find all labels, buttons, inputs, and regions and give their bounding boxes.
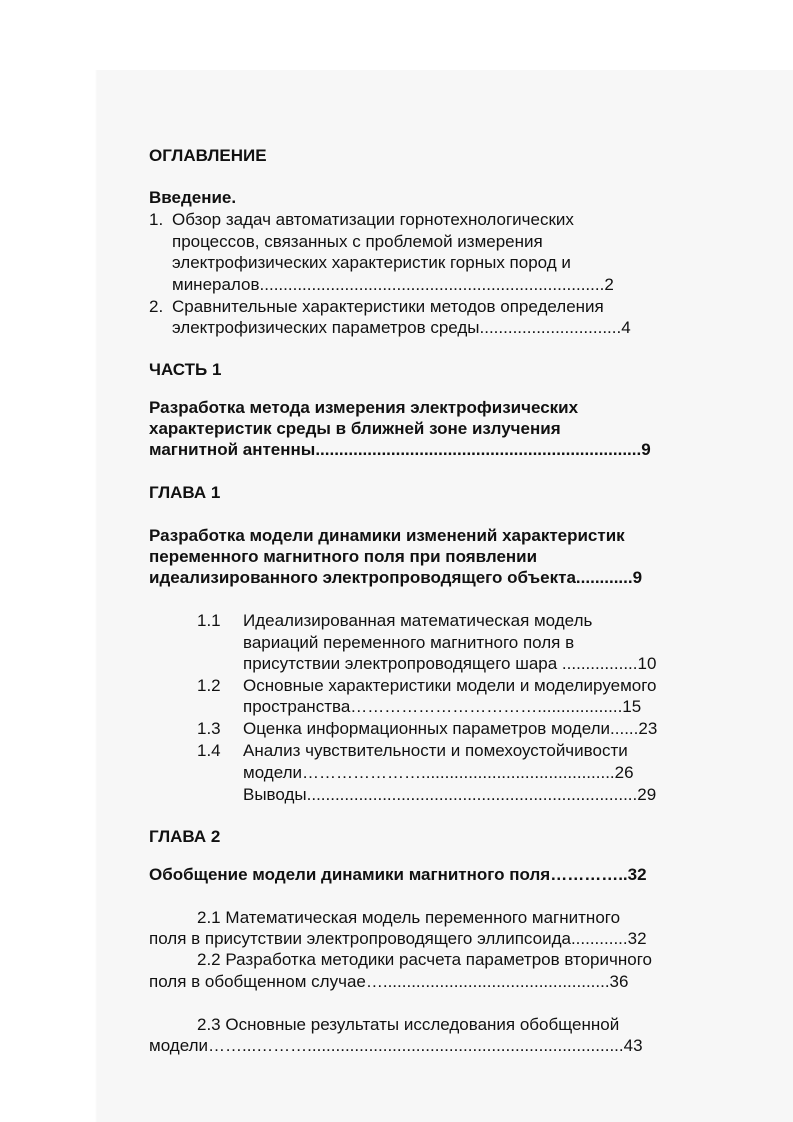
- chapter-1-title-line-1: Разработка модели динамики изменений характеристик: [149, 526, 625, 545]
- toc-title: ОГЛАВЛЕНИЕ: [149, 146, 267, 165]
- section-1-4-number: 1.4: [197, 741, 221, 760]
- intro-item-1-line-1: Обзор задач автоматизации горнотехнологических: [172, 210, 574, 229]
- section-1-2-line-1: Основные характеристики модели и моделируемого: [243, 676, 657, 695]
- intro-item-2-number: 2.: [149, 297, 164, 316]
- section-1-1-line-3: присутствии электропроводящего шара ................10: [243, 654, 657, 673]
- chapter-1-title-line-3: идеализированного электропроводящего объекта............9: [149, 568, 643, 587]
- section-1-2-line-2: пространства……………………………..................15: [243, 697, 642, 716]
- part-1-title-line-1: Разработка метода измерения электрофизических: [149, 398, 579, 417]
- section-2-1-line-1: 2.1 Математическая модель переменного магнитного: [197, 908, 621, 927]
- intro-item-2-line-2: электрофизических параметров среды..............................4: [172, 318, 631, 337]
- section-1-4-line-1: Анализ чувствительности и помехоустойчивости: [243, 741, 628, 760]
- section-1-3-number: 1.3: [197, 719, 221, 738]
- part-1-title-line-2: характеристик среды в ближней зоне излучения: [149, 419, 561, 438]
- section-2-3-line-2: модели……...………...................................................................43: [149, 1036, 643, 1055]
- chapter-1-title-line-2: переменного магнитного поля при появлении: [149, 547, 538, 566]
- intro-item-1-line-2: процессов, связанных с проблемой измерения: [172, 232, 543, 251]
- intro-item-1-line-4: минералов.........................................................................2: [172, 275, 614, 294]
- section-1-3-line-1: Оценка информационных параметров модели......23: [243, 719, 658, 738]
- part-1-label: ЧАСТЬ 1: [149, 360, 222, 379]
- chapter-2-label: ГЛАВА 2: [149, 827, 221, 846]
- section-1-1-line-1: Идеализированная математическая модель: [243, 611, 593, 630]
- chapter-1-conclusions: Выводы......................................................................29: [243, 785, 657, 804]
- intro-item-1-number: 1.: [149, 210, 164, 229]
- section-1-1-line-2: вариаций переменного магнитного поля в: [243, 633, 575, 652]
- intro-item-1-line-3: электрофизических характеристик горных пород и: [172, 253, 571, 272]
- section-2-2-line-2: поля в обобщенном случае…................................................36: [149, 972, 629, 991]
- part-1-title-line-3: магнитной антенны.....................................................................9: [149, 440, 651, 459]
- intro-heading: Введение.: [149, 188, 237, 207]
- section-2-1-line-2: поля в присутствии электропроводящего эллипсоида............32: [149, 929, 647, 948]
- section-1-2-number: 1.2: [197, 676, 221, 695]
- page-top-margin: [95, 0, 793, 70]
- intro-item-2-line-1: Сравнительные характеристики методов определения: [172, 297, 604, 316]
- section-2-2-line-1: 2.2 Разработка методики расчета параметров вторичного: [197, 950, 652, 969]
- chapter-2-title: Обобщение модели динамики магнитного поля…………..32: [149, 865, 647, 884]
- section-1-4-line-2: модели………………….........................................26: [243, 763, 634, 782]
- section-2-3-line-1: 2.3 Основные результаты исследования обобщенной: [197, 1015, 620, 1034]
- section-1-1-number: 1.1: [197, 611, 221, 630]
- chapter-1-label: ГЛАВА 1: [149, 483, 221, 502]
